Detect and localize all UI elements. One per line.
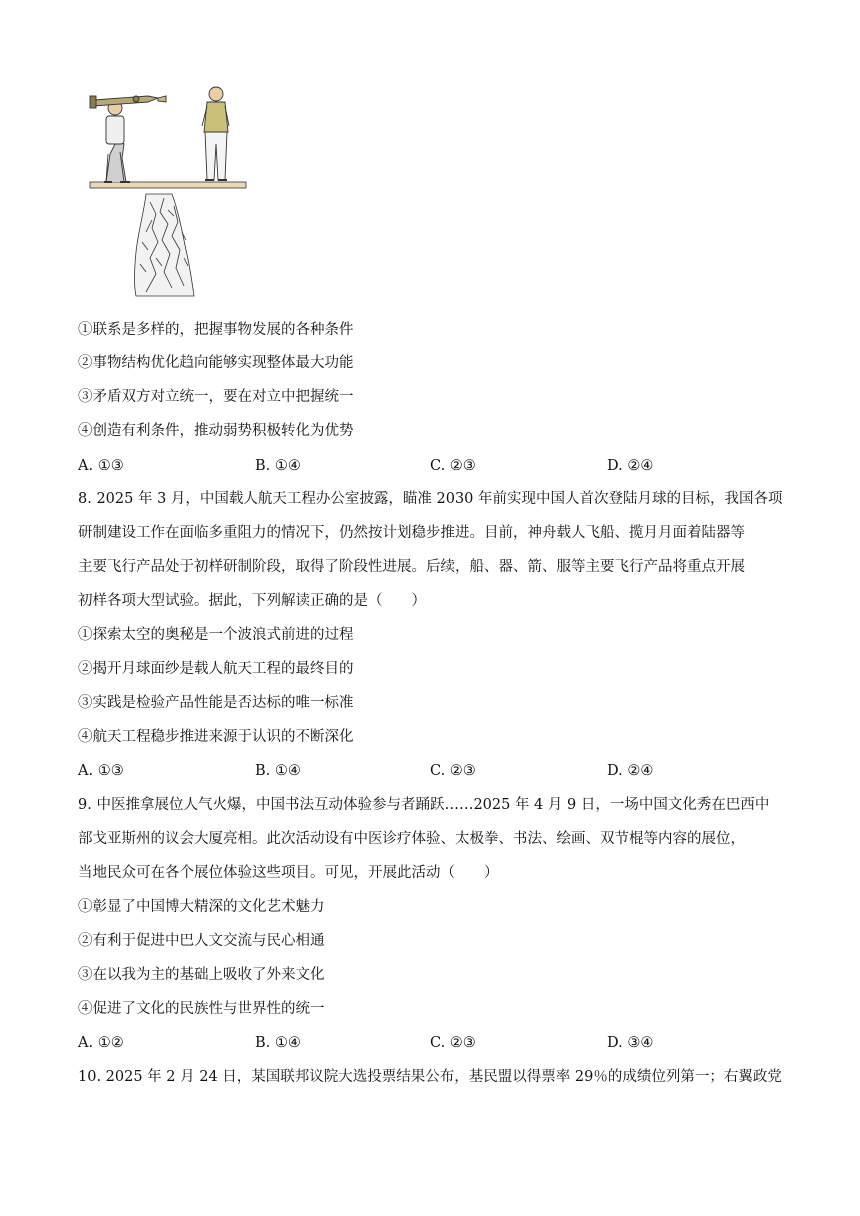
standing-man-drawing <box>202 87 229 180</box>
q8-option-d[interactable]: D. ②④ <box>607 763 654 779</box>
man-with-bazooka-drawing <box>90 96 166 182</box>
q7-option-a[interactable]: A. ①③ <box>78 458 124 474</box>
q7-option-c[interactable]: C. ②③ <box>430 458 476 474</box>
q9-statement-2: ②有利于促进中巴人文交流与民心相通 <box>78 933 325 949</box>
q7-option-d[interactable]: D. ②④ <box>607 458 654 474</box>
q8-statement-4: ④航天工程稳步推进来源于认识的不断深化 <box>78 729 354 745</box>
q9-stem-line-1: 9. 中医推拿展位人气火爆，中国书法互动体验参与者踊跃……2025 年 4 月 9 日，一场中国文化秀在巴西中 <box>78 797 770 813</box>
q8-statement-3: ③实践是检验产品性能是否达标的唯一标准 <box>78 695 354 711</box>
q10-stem-line-1: 10. 2025 年 2 月 24 日，某国联邦议院大选投票结果公布，基民盟以得票率 29％的成绩位列第一；右翼政党 <box>78 1069 782 1085</box>
q9-option-c[interactable]: C. ②③ <box>430 1035 476 1051</box>
q8-stem-line-1: 8. 2025 年 3 月，中国载人航天工程办公室披露，瞄准 2030 年前实现中国人首次登陆月球的目标，我国各项 <box>78 491 783 507</box>
q8-option-b[interactable]: B. ①④ <box>255 763 301 779</box>
q9-stem-line-2: 部戈亚斯州的议会大厦亮相。此次活动设有中医诊疗体验、太极拳、书法、绘画、双节棍等内容的展位， <box>78 831 745 847</box>
q8-stem-line-3: 主要飞行产品处于初样研制阶段，取得了阶段性进展。后续，船、器、箭、服等主要飞行产品将重点开展 <box>78 559 745 575</box>
q9-option-a[interactable]: A. ①② <box>78 1035 124 1051</box>
q7-statement-1: ①联系是多样的，把握事物发展的各种条件 <box>78 322 354 338</box>
q9-option-d[interactable]: D. ③④ <box>607 1035 654 1051</box>
q7-statement-4: ④创造有利条件，推动弱势积极转化为优势 <box>78 423 354 439</box>
q8-stem-line-4: 初样各项大型试验。据此，下列解读正确的是（ ） <box>78 593 426 609</box>
q9-stem-line-3: 当地民众可在各个展位体验这些项目。可见，开展此活动（ ） <box>78 865 499 881</box>
q8-statement-2: ②揭开月球面纱是载人航天工程的最终目的 <box>78 661 354 677</box>
q9-option-b[interactable]: B. ①④ <box>255 1035 301 1051</box>
q8-stem-line-2: 研制建设工作在面临多重阻力的情况下，仍然按计划稳步推进。目前，神舟载人飞船、揽月月面着陆器等 <box>78 525 745 541</box>
q9-statement-1: ①彰显了中国博大精深的文化艺术魅力 <box>78 899 325 915</box>
q7-statement-3: ③矛盾双方对立统一，要在对立中把握统一 <box>78 389 354 405</box>
q7-option-b[interactable]: B. ①④ <box>255 458 301 474</box>
rock-peak-drawing <box>135 194 195 296</box>
q7-statement-2: ②事物结构优化趋向能够实现整体最大功能 <box>78 355 354 371</box>
seesaw-plank <box>90 182 246 188</box>
q8-option-c[interactable]: C. ②③ <box>430 763 476 779</box>
q8-statement-1: ①探索太空的奥秘是一个波浪式前进的过程 <box>78 627 354 643</box>
cartoon-illustration <box>86 82 256 300</box>
q8-option-a[interactable]: A. ①③ <box>78 763 124 779</box>
q9-statement-3: ③在以我为主的基础上吸收了外来文化 <box>78 967 325 983</box>
q9-statement-4: ④促进了文化的民族性与世界性的统一 <box>78 1001 325 1017</box>
